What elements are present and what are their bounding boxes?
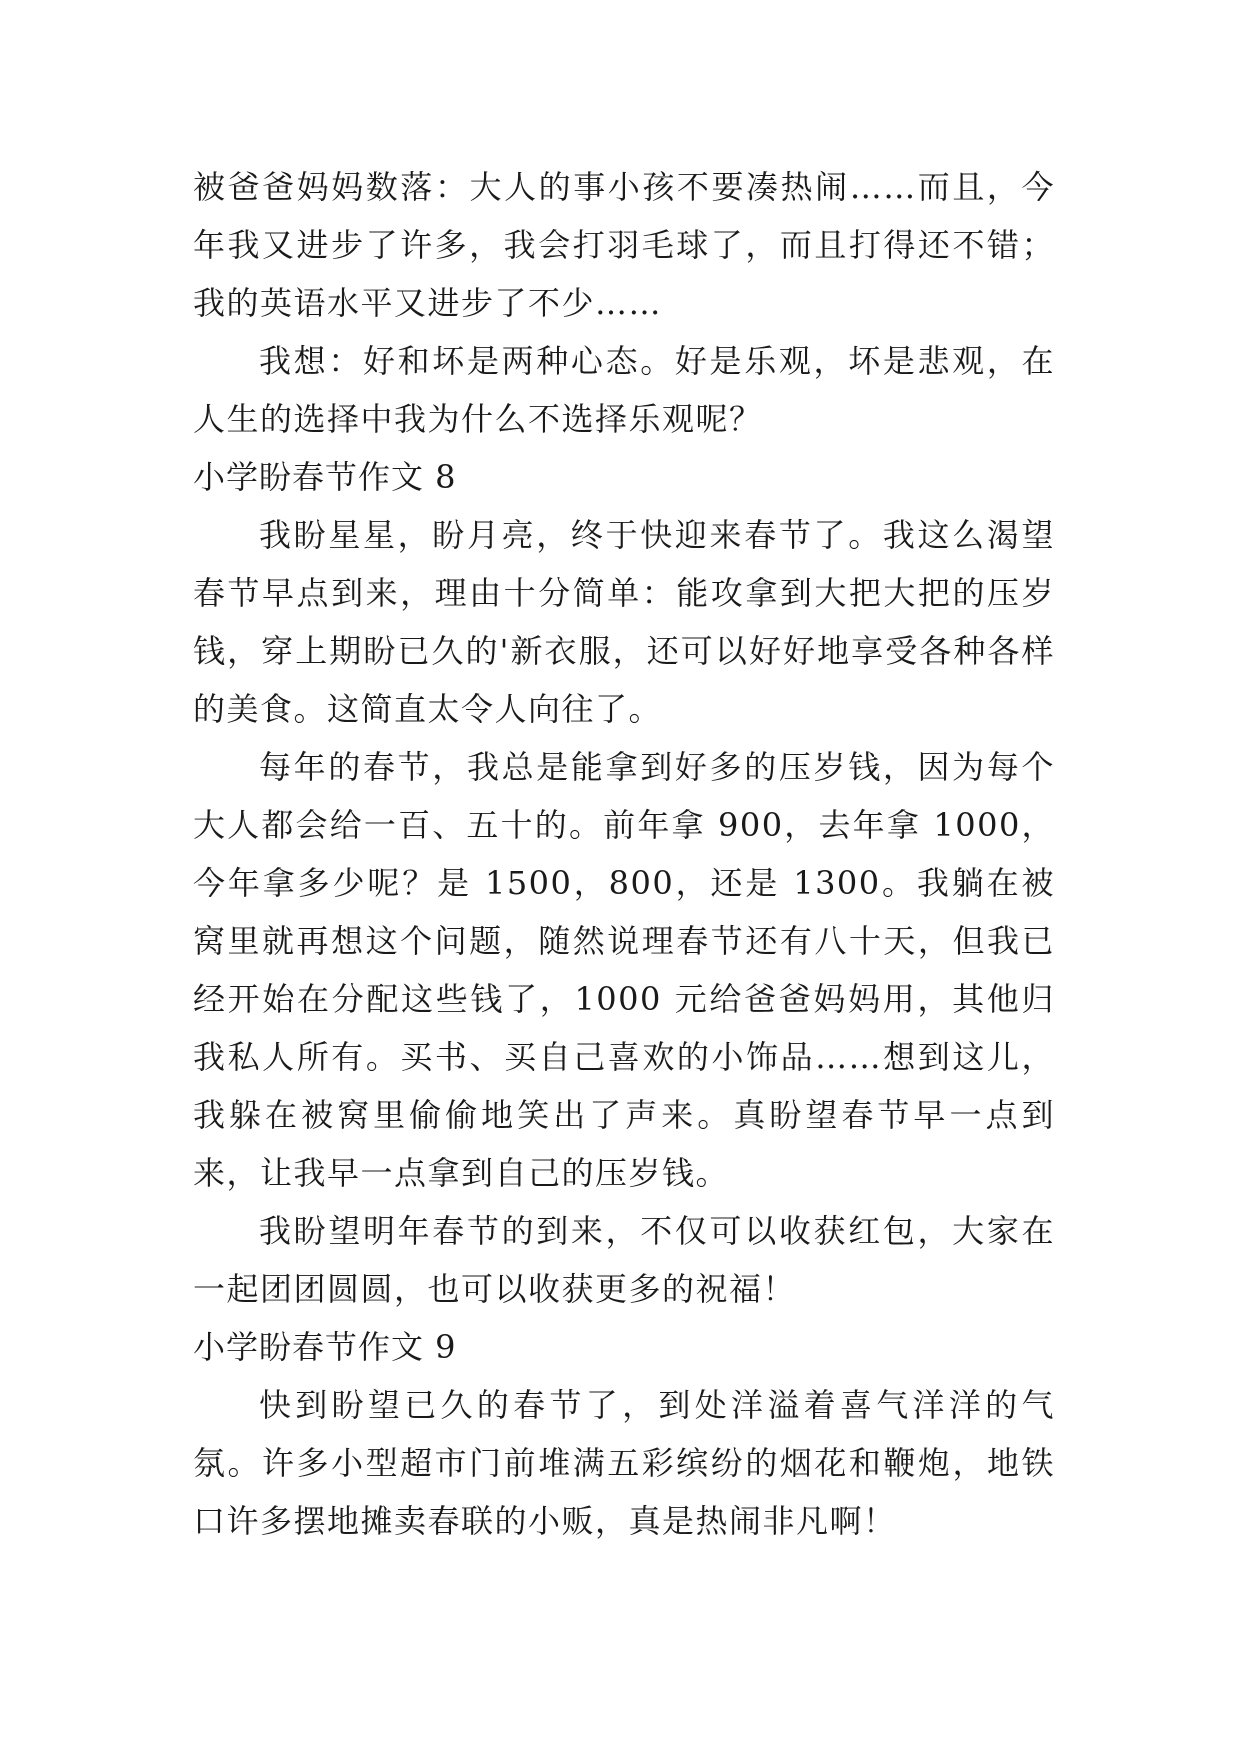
paragraph: 快到盼望已久的春节了，到处洋溢着喜气洋洋的气氛。许多小型超市门前堆满五彩缤纷的烟花和鞭炮，地铁口许多摆地摊卖春联的小贩，真是热闹非凡啊！: [193, 1386, 1055, 1540]
paragraph: 我盼望明年春节的到来，不仅可以收获红包，大家在一起团团圆圆，也可以收获更多的祝福！: [193, 1212, 1055, 1308]
document-body: [193, 158, 1055, 1550]
paragraph: 被爸爸妈妈数落：大人的事小孩不要凑热闹……而且，今年我又进步了许多，我会打羽毛球了，而且打得还不错；我的英语水平又进步了不少……: [193, 168, 1055, 322]
section-heading: 小学盼春节作文 8: [193, 458, 457, 496]
paragraph: 我想：好和坏是两种心态。好是乐观，坏是悲观，在人生的选择中我为什么不选择乐观呢？: [193, 342, 1055, 438]
paragraph: 我盼星星，盼月亮，终于快迎来春节了。我这么渴望春节早点到来，理由十分简单：能攻拿到大把大把的压岁钱，穿上期盼已久的'新衣服，还可以好好地享受各种各样的美食。这简直太令人向往了。: [193, 516, 1055, 728]
paragraph: 每年的春节，我总是能拿到好多的压岁钱，因为每个大人都会给一百、五十的。前年拿 900，去年拿 1000，今年拿多少呢？是 1500，800，还是 1300。我躺在被窝里就再想这个问题，随然说理春节还有八十天，但我已经开始在分配这些钱了，1000 元给爸爸妈妈用，其他归我私人所有。买书、买自己喜欢的小饰品……想到这儿，我躲在被窝里偷偷地笑出了声来。真盼望春节早一点到来，让我早一点拿到自己的压岁钱。: [193, 748, 1055, 1192]
section-heading: 小学盼春节作文 9: [193, 1328, 457, 1366]
